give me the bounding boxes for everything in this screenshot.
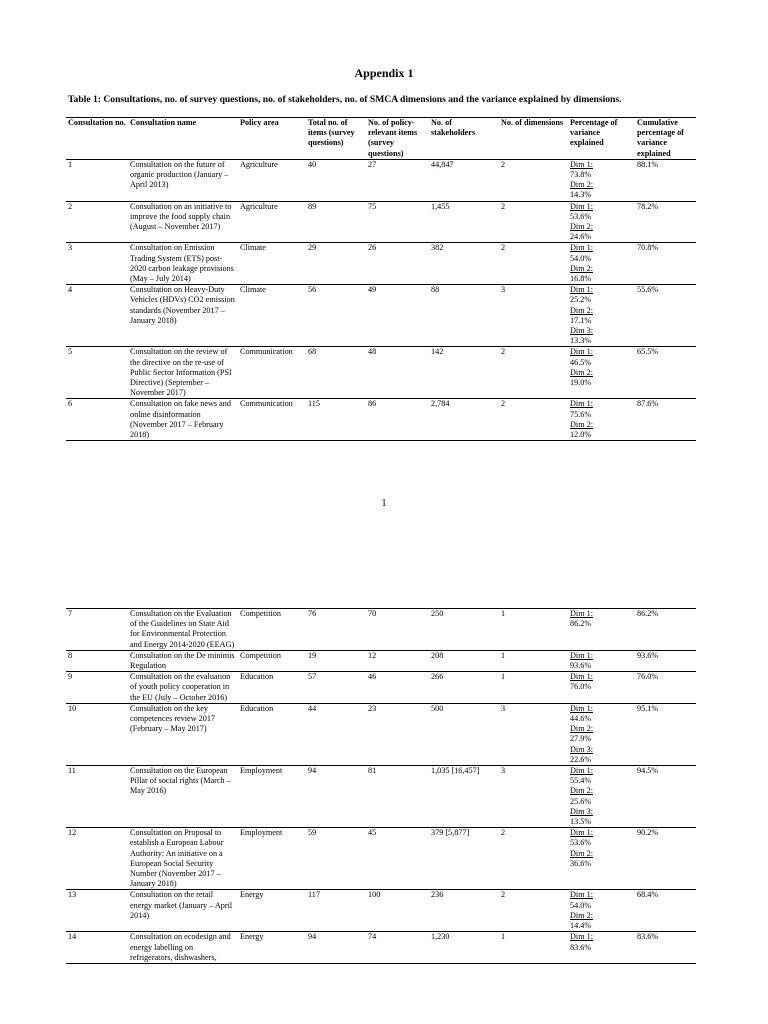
cell-dimensions: 2: [501, 201, 506, 211]
cell-policy-area: Energy: [240, 932, 264, 942]
dimension-value: 19.0%: [570, 378, 592, 388]
cell-dimensions: 2: [501, 828, 506, 838]
cell-dimensions: 1: [501, 650, 506, 660]
consultations-table-page-1: [66, 117, 696, 441]
table-row: [66, 703, 696, 765]
cell-policy-area: Agriculture: [240, 159, 278, 169]
dimension-label: Dim 1:: [570, 201, 593, 211]
cell-policy-area: Education: [240, 703, 274, 713]
table-row: [66, 609, 696, 651]
dimension-value: 24.6%: [570, 232, 592, 242]
cell-stakeholders: 44,847: [431, 159, 454, 169]
cell-policy-items: 26: [368, 243, 377, 253]
cell-pct-variance: [568, 201, 635, 243]
cell-total-items: 68: [308, 347, 317, 357]
cell-policy-area: Energy: [240, 890, 264, 900]
dimension-label: Dim 1:: [570, 159, 593, 169]
cell-policy-items: 12: [368, 650, 377, 660]
cell-total-items: 117: [308, 890, 320, 900]
table-row: [66, 347, 696, 399]
cell-dimensions: 1: [501, 609, 506, 618]
cell-cum-variance: 95.1%: [637, 703, 659, 713]
cell-cum-variance: 93.6%: [637, 650, 659, 660]
cell-stakeholders: 1,455: [431, 201, 450, 211]
cell-consultation-name: Consultation on the key competences review 2017 (February – May 2017): [130, 703, 216, 734]
header-pct-variance: Percentage of variance explained: [570, 118, 618, 148]
dimension-value: 22.6%: [570, 754, 592, 764]
cell-stakeholders: 208: [431, 650, 444, 660]
cell-consultation-no: 9: [68, 672, 73, 682]
cell-policy-area: Competition: [240, 650, 281, 660]
cell-stakeholders: 1,035 [16,457]: [431, 766, 480, 776]
cell-dimensions: 3: [501, 766, 506, 776]
cell-cum-variance: 78.2%: [637, 201, 659, 211]
dimension-label: Dim 1:: [570, 703, 593, 713]
table-caption: Table 1: Consultations, no. of survey questions, no. of stakeholders, no. of SMCA dimensions and the variance explained by dimensions.: [68, 94, 622, 105]
cell-policy-area: Communication: [240, 399, 293, 409]
cell-consultation-no: 5: [68, 347, 73, 357]
cell-total-items: 19: [308, 650, 317, 660]
cell-cum-variance: 86.2%: [637, 609, 659, 618]
cell-policy-items: 100: [368, 890, 381, 900]
cell-policy-area: Communication: [240, 347, 293, 357]
cell-stakeholders: 379 [5,877]: [431, 828, 470, 838]
cell-consultation-name: Consultation on Heavy-Duty Vehicles (HDVs) CO2 emission standards (November 2017 – January 2018): [130, 285, 235, 325]
cell-total-items: 56: [308, 285, 317, 295]
cell-pct-variance: [568, 243, 635, 285]
cell-pct-variance: [568, 828, 635, 890]
dimension-label: Dim 1:: [570, 609, 593, 618]
cell-consultation-name: Consultation on the Evaluation of the Guidelines on State Aid for Environmental Protection and Energy 2014-2020 (EEAG): [130, 609, 235, 649]
cell-dimensions: 1: [501, 932, 506, 942]
dimension-label: Dim 2:: [570, 848, 593, 858]
cell-consultation-name: Consultation on the review of the directive on the re-use of Public Sector Information (PSI Directive) (September – November 2017): [130, 347, 232, 398]
cell-policy-items: 45: [368, 828, 377, 838]
cell-pct-variance: [568, 890, 635, 932]
table-row: [66, 672, 696, 704]
cell-policy-items: 74: [368, 932, 377, 942]
dimension-value: 54.0%: [570, 253, 592, 263]
cell-policy-area: Education: [240, 672, 274, 682]
cell-pct-variance: [568, 932, 635, 964]
header-consultation-name: Consultation name: [130, 118, 197, 127]
cell-policy-items: 23: [368, 703, 377, 713]
dimension-label: Dim 2:: [570, 180, 593, 190]
cell-cum-variance: 55.6%: [637, 285, 659, 295]
cell-total-items: 40: [308, 159, 317, 169]
cell-stakeholders: 1,230: [431, 932, 450, 942]
cell-cum-variance: 68.4%: [637, 890, 659, 900]
cell-policy-items: 27: [368, 159, 377, 169]
cell-cum-variance: 83.6%: [637, 932, 659, 942]
dimension-value: 73.8%: [570, 170, 592, 180]
dimension-label: Dim 2:: [570, 419, 593, 429]
cell-dimensions: 2: [501, 347, 506, 357]
header-dimensions: No. of dimensions: [501, 118, 564, 127]
cell-consultation-name: Consultation on ecodesign and energy labelling on refrigerators, dishwashers,: [130, 932, 231, 962]
table-row: [66, 285, 696, 347]
cell-dimensions: 2: [501, 159, 506, 169]
dimension-label: Dim 3:: [570, 744, 593, 754]
dimension-value: 13.5%: [570, 817, 592, 827]
dimension-value: 14.3%: [570, 190, 592, 200]
dimension-value: 36.6%: [570, 858, 592, 868]
table-row: [66, 399, 696, 441]
cell-stakeholders: 382: [431, 243, 444, 253]
header-policy-items: No. of policy-relevant items (survey questions): [368, 118, 418, 158]
table-row: [66, 159, 696, 201]
dimension-label: Dim 2:: [570, 910, 593, 920]
cell-policy-area: Climate: [240, 285, 266, 295]
header-consultation-no: Consultation no.: [68, 118, 126, 127]
cell-consultation-no: 3: [68, 243, 73, 253]
cell-policy-area: Competition: [240, 609, 281, 618]
cell-dimensions: 1: [501, 672, 506, 682]
dimension-label: Dim 2:: [570, 367, 593, 377]
table-row: [66, 201, 696, 243]
cell-consultation-no: 6: [68, 399, 73, 409]
cell-consultation-name: Consultation on the retail energy market (January – April 2014): [130, 890, 233, 920]
cell-consultation-no: 2: [68, 201, 73, 211]
dimension-label: Dim 1:: [570, 650, 593, 660]
dimension-value: 14.4%: [570, 921, 592, 931]
cell-pct-variance: [568, 703, 635, 765]
dimension-label: Dim 2:: [570, 222, 593, 232]
dimension-value: 13.3%: [570, 336, 592, 346]
cell-total-items: 94: [308, 932, 317, 942]
cell-pct-variance: [568, 766, 635, 828]
dimension-value: 25.2%: [570, 295, 592, 305]
cell-policy-items: 46: [368, 672, 377, 682]
cell-consultation-no: 12: [68, 828, 77, 838]
dimension-value: 12.0%: [570, 430, 592, 440]
cell-pct-variance: [568, 347, 635, 399]
table-row: [66, 932, 696, 964]
cell-stakeholders: 500: [431, 703, 444, 713]
cell-pct-variance: [568, 399, 635, 441]
dimension-value: 83.6%: [570, 942, 592, 952]
table-header-row: [66, 118, 696, 160]
header-total-items: Total no. of items (survey questions): [308, 118, 355, 148]
header-policy-area: Policy area: [240, 118, 279, 127]
cell-total-items: 59: [308, 828, 317, 838]
dimension-label: Dim 1:: [570, 890, 593, 900]
dimension-value: 86.2%: [570, 619, 592, 629]
dimension-value: 75.6%: [570, 409, 592, 419]
cell-total-items: 57: [308, 672, 317, 682]
dimension-value: 76.0%: [570, 682, 592, 692]
dimension-value: 16.8%: [570, 274, 592, 284]
dimension-value: 25.6%: [570, 796, 592, 806]
dimension-label: Dim 1:: [570, 672, 593, 682]
cell-pct-variance: [568, 609, 635, 651]
dimension-label: Dim 3:: [570, 806, 593, 816]
table-row: [66, 766, 696, 828]
cell-stakeholders: 250: [431, 609, 444, 618]
table-row: [66, 243, 696, 285]
dimension-label: Dim 2:: [570, 786, 593, 796]
cell-dimensions: 3: [501, 703, 506, 713]
cell-stakeholders: 236: [431, 890, 444, 900]
cell-consultation-no: 14: [68, 932, 77, 942]
cell-total-items: 44: [308, 703, 317, 713]
cell-consultation-no: 4: [68, 285, 73, 295]
header-stakeholders: No. of stakeholders: [431, 118, 476, 138]
cell-cum-variance: 87.6%: [637, 399, 659, 409]
cell-consultation-name: Consultation on an initiative to improve the food supply chain (August – November 2017): [130, 201, 232, 232]
cell-consultation-name: Consultation on the De minimis Regulation: [130, 650, 235, 671]
dimension-label: Dim 1:: [570, 243, 593, 253]
dimension-label: Dim 2:: [570, 263, 593, 273]
cell-cum-variance: 76.0%: [637, 672, 659, 682]
cell-stakeholders: 142: [431, 347, 444, 357]
dimension-value: 53.6%: [570, 838, 592, 848]
dimension-label: Dim 1:: [570, 285, 593, 295]
header-cum-variance: Cumulative percentage of variance explained: [637, 118, 684, 158]
cell-policy-items: 48: [368, 347, 377, 357]
cell-dimensions: 2: [501, 243, 506, 253]
cell-pct-variance: [568, 650, 635, 671]
cell-cum-variance: 88.1%: [637, 159, 659, 169]
cell-consultation-name: Consultation on Proposal to establish a European Labour Authority: An initiative on a European Social Security Number (November 2017 – January 2018): [130, 828, 224, 889]
cell-consultation-name: Consultation on fake news and online disinformation (November 2017 – February 2018): [130, 399, 231, 440]
dimension-value: 27.9%: [570, 734, 592, 744]
dimension-label: Dim 1:: [570, 932, 593, 942]
consultations-table-page-2: [66, 608, 696, 964]
cell-total-items: 76: [308, 609, 317, 618]
cell-stakeholders: 266: [431, 672, 444, 682]
cell-policy-items: 75: [368, 201, 377, 211]
cell-total-items: 29: [308, 243, 317, 253]
table-row: [66, 890, 696, 932]
dimension-value: 53.6%: [570, 211, 592, 221]
dimension-value: 55.4%: [570, 776, 592, 786]
cell-consultation-name: Consultation on the evaluation of youth policy cooperation in the EU (July – October 2016): [130, 672, 231, 702]
table-row: [66, 828, 696, 890]
dimension-label: Dim 2:: [570, 305, 593, 315]
dimension-value: 93.6%: [570, 661, 592, 671]
cell-consultation-no: 1: [68, 159, 73, 169]
cell-total-items: 89: [308, 201, 317, 211]
dimension-value: 46.5%: [570, 357, 592, 367]
cell-dimensions: 2: [501, 399, 506, 409]
cell-policy-items: 86: [368, 399, 377, 409]
cell-policy-area: Climate: [240, 243, 266, 253]
cell-dimensions: 2: [501, 890, 506, 900]
cell-dimensions: 3: [501, 285, 506, 295]
cell-consultation-name: Consultation on the European Pillar of social rights (March – May 2016): [130, 766, 231, 796]
cell-stakeholders: 2,784: [431, 399, 450, 409]
table-row: [66, 650, 696, 671]
cell-policy-items: 81: [368, 766, 377, 776]
dimension-label: Dim 3:: [570, 326, 593, 336]
cell-consultation-no: 8: [68, 650, 73, 660]
cell-cum-variance: 70.8%: [637, 243, 659, 253]
dimension-label: Dim 1:: [570, 766, 593, 776]
cell-total-items: 94: [308, 766, 317, 776]
dimension-value: 17.1%: [570, 315, 592, 325]
appendix-title: Appendix 1: [354, 66, 414, 80]
dimension-label: Dim 1:: [570, 828, 593, 838]
cell-consultation-no: 13: [68, 890, 77, 900]
dimension-value: 44.6%: [570, 714, 592, 724]
cell-consultation-no: 10: [68, 703, 77, 713]
dimension-label: Dim 1:: [570, 347, 593, 357]
dimension-label: Dim 1:: [570, 399, 593, 409]
cell-consultation-no: 11: [68, 766, 76, 776]
cell-cum-variance: 65.5%: [637, 347, 659, 357]
cell-policy-items: 49: [368, 285, 377, 295]
cell-policy-area: Employment: [240, 828, 283, 838]
cell-consultation-name: Consultation on the future of organic production (January – April 2013): [130, 159, 229, 190]
dimension-value: 54.0%: [570, 900, 592, 910]
cell-policy-items: 70: [368, 609, 377, 618]
cell-cum-variance: 94.5%: [637, 766, 659, 776]
cell-pct-variance: [568, 672, 635, 704]
cell-policy-area: Agriculture: [240, 201, 278, 211]
cell-pct-variance: [568, 159, 635, 201]
cell-pct-variance: [568, 285, 635, 347]
cell-consultation-no: 7: [68, 609, 73, 618]
page-number: 1: [381, 498, 387, 509]
dimension-label: Dim 2:: [570, 724, 593, 734]
cell-stakeholders: 88: [431, 285, 440, 295]
cell-cum-variance: 90.2%: [637, 828, 659, 838]
cell-consultation-name: Consultation on Emission Trading System (ETS) post-2020 carbon leakage provisions (May – July 2014): [130, 243, 234, 284]
cell-policy-area: Employment: [240, 766, 283, 776]
cell-total-items: 115: [308, 399, 320, 409]
